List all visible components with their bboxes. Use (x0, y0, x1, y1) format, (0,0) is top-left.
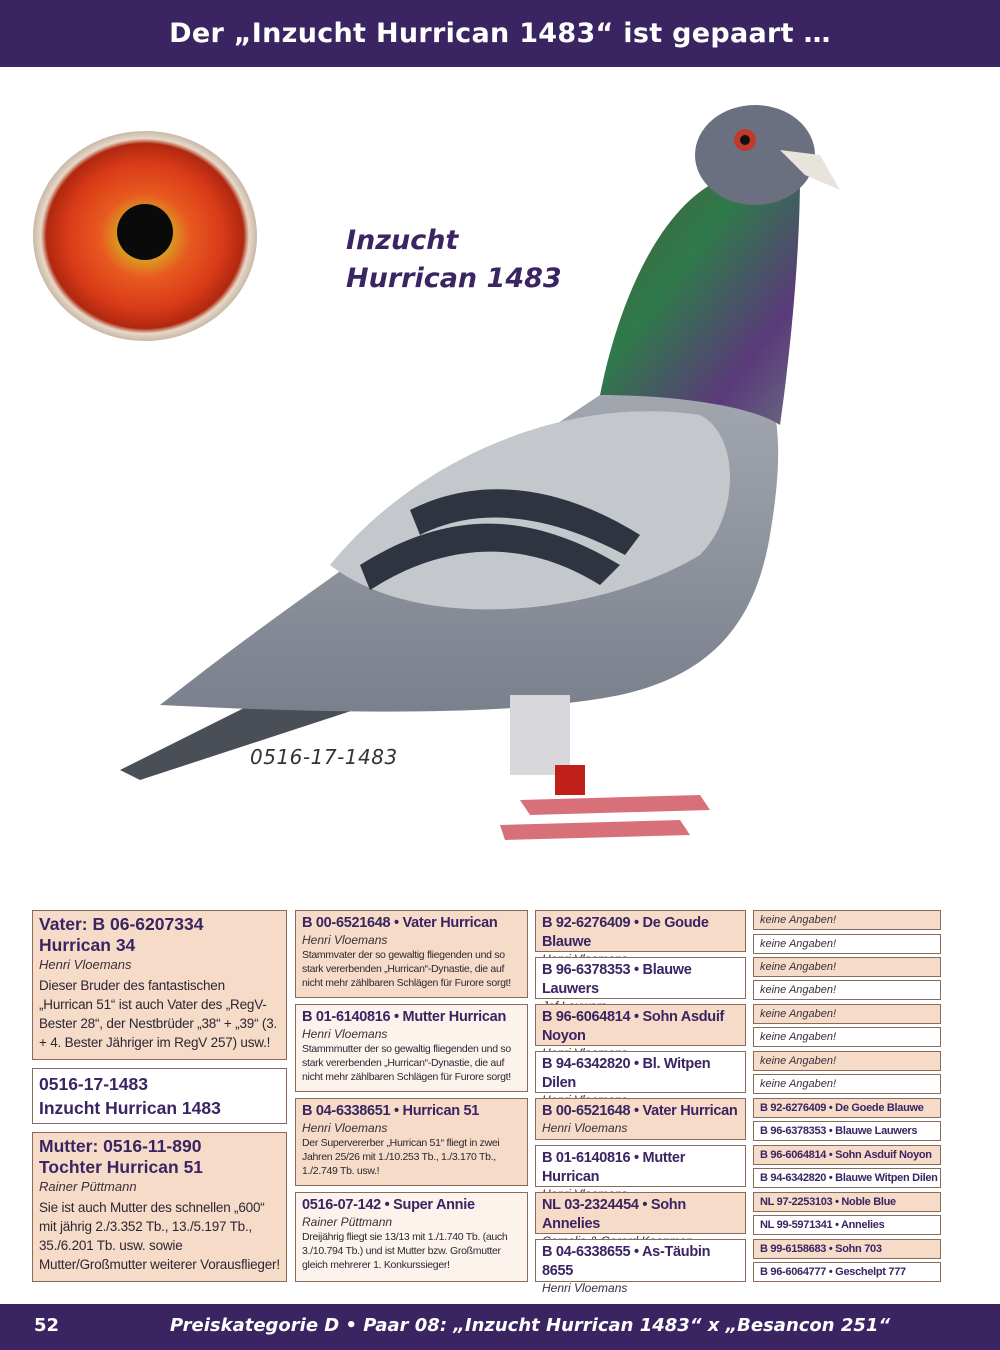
subject-name: Inzucht Hurrican 1483 (39, 1098, 221, 1118)
header-bar (0, 0, 1000, 67)
ancestor-cell: B 92-6276409 • De Goede Blauwe (753, 1098, 941, 1118)
great-grandparent-title: B 94-6342820 • Bl. Witpen Dilen (542, 1056, 711, 1091)
ancestor-cell: keine Angaben! (753, 1027, 941, 1047)
great-grandparent-card (535, 1004, 746, 1046)
grandparent-breeder: Rainer Püttmann (302, 1215, 393, 1229)
grandparent-breeder: Henri Vloemans (302, 1027, 388, 1041)
vater-description: Dieser Bruder des fantastischen „Hurrican 51“ ist auch Vater des „RegV-Bester 28“, der Nestbrüder „38“ + „39“ (3. + 4. Bester Jähriger im RegV 257) usw.! (39, 978, 278, 1050)
mutter-card (32, 1132, 287, 1282)
ancestor-cell: B 94-6342820 • Blauwe Witpen Dilen (753, 1168, 941, 1188)
vater-breeder: Henri Vloemans (39, 957, 132, 972)
vater-card (32, 910, 287, 1060)
great-grandparent-title: B 01-6140816 • Mutter Hurrican (542, 1150, 686, 1185)
mutter-title: Mutter: 0516-11-890 (39, 1136, 202, 1156)
grandparent-card (295, 1098, 528, 1186)
great-grandparent-title: B 96-6378353 • Blauwe Lauwers (542, 962, 692, 997)
grandparent-breeder: Henri Vloemans (302, 933, 388, 947)
great-grandparent-title: B 96-6064814 • Sohn Asduif Noyon (542, 1009, 725, 1044)
grandparent-card (295, 1192, 528, 1282)
ancestor-cell: keine Angaben! (753, 957, 941, 977)
ancestor-cell: NL 99-5971341 • Annelies (753, 1215, 941, 1235)
bird-name-heading (346, 222, 562, 298)
grandparent-title: B 01-6140816 • Mutter Hurrican (302, 1009, 506, 1025)
ancestor-cell: NL 97-2253103 • Noble Blue (753, 1192, 941, 1212)
mutter-breeder: Rainer Püttmann (39, 1179, 137, 1194)
subject-card (32, 1068, 287, 1124)
subject-ring: 0516-17-1483 (39, 1074, 148, 1094)
ring-number: 0516-17-1483 (250, 745, 398, 769)
great-grandparent-card (535, 957, 746, 999)
mutter-name: Tochter Hurrican 51 (39, 1157, 204, 1177)
grandparent-card (295, 1004, 528, 1092)
grandparent-description: Dreijährig fliegt sie 13/13 mit 1./1.740 Tb. (auch 3./10.794 Tb.) und ist Mutter bzw. Großmutter gleich mehrerer 1. Konkurssieger! (302, 1231, 508, 1271)
great-grandparent-card (535, 1145, 746, 1187)
grandparent-description: Der Supervererber „Hurrican 51“ fliegt in zwei Jahren 25/26 mit 1./10.253 Tb., 1./3.170 Tb., 1./2.749 Tb. usw.! (302, 1137, 500, 1177)
great-grandparent-title: NL 03-2324454 • Sohn Annelies (542, 1197, 686, 1232)
footer-bar (0, 1304, 1000, 1350)
great-grandparent-card (535, 1051, 746, 1093)
ancestor-cell: keine Angaben! (753, 910, 941, 930)
ancestor-cell: keine Angaben! (753, 1074, 941, 1094)
ancestor-cell: B 96-6064814 • Sohn Asduif Noyon (753, 1145, 941, 1165)
great-grandparent-card (535, 1098, 746, 1140)
great-grandparent-title: B 00-6521648 • Vater Hurrican (542, 1103, 738, 1119)
ancestor-cell: keine Angaben! (753, 980, 941, 1000)
ancestor-cell: B 96-6064777 • Geschelpt 777 (753, 1262, 941, 1282)
great-grandparent-card (535, 910, 746, 952)
great-grandparent-breeder: Henri Vloemans (542, 1121, 628, 1135)
grandparent-title: B 04-6338651 • Hurrican 51 (302, 1103, 480, 1119)
vater-name: Hurrican 34 (39, 935, 136, 955)
great-grandparent-breeder: Henri Vloemans (542, 1281, 628, 1295)
page-title: Der „Inzucht Hurrican 1483“ ist gepaart … (169, 18, 831, 49)
ancestor-cell: keine Angaben! (753, 1004, 941, 1024)
page-number: 52 (34, 1315, 60, 1336)
pigeon-image (100, 95, 860, 855)
great-grandparent-title: B 04-6338655 • As-Täubin 8655 (542, 1244, 711, 1279)
grandparent-title: 0516-07-142 • Super Annie (302, 1197, 475, 1213)
grandparent-card (295, 910, 528, 998)
great-grandparent-title: B 92-6276409 • De Goude Blauwe (542, 915, 709, 950)
great-grandparent-card (535, 1239, 746, 1295)
grandparent-description: Stammmutter der so gewaltig fliegenden und so stark vererbenden „Hurrican“-Dynastie, die auf nicht mehr zählbaren Schlägen für Furore sorgt! (302, 1043, 511, 1083)
vater-title: Vater: B 06-6207334 (39, 914, 204, 934)
ancestor-cell: B 99-6158683 • Sohn 703 (753, 1239, 941, 1259)
mutter-description: Sie ist auch Mutter des schnellen „600“ mit jährig 2./3.352 Tb., 13./5.197 Tb., 35./6.201 Tb. usw. sowie Mutter/Großmutter weiterer Vorausflieger! (39, 1200, 280, 1272)
footer-caption: Preiskategorie D • Paar 08: „Inzucht Hurrican 1483“ x „Besancon 251“ (170, 1315, 891, 1336)
grandparent-breeder: Henri Vloemans (302, 1121, 388, 1135)
ancestor-cell: B 96-6378353 • Blauwe Lauwers (753, 1121, 941, 1141)
grandparent-description: Stammvater der so gewaltig fliegenden und so stark vererbenden „Hurrican“-Dynastie, die auf nicht mehr zählbaren Schlägen für Furore sorgt! (302, 949, 511, 989)
ancestor-cell: keine Angaben! (753, 1051, 941, 1071)
great-grandparent-card (535, 1192, 746, 1234)
bird-name-line1: Inzucht (346, 225, 459, 256)
grandparent-title: B 00-6521648 • Vater Hurrican (302, 915, 498, 931)
bird-name-line2: Hurrican 1483 (346, 263, 562, 294)
ancestor-cell: keine Angaben! (753, 934, 941, 954)
